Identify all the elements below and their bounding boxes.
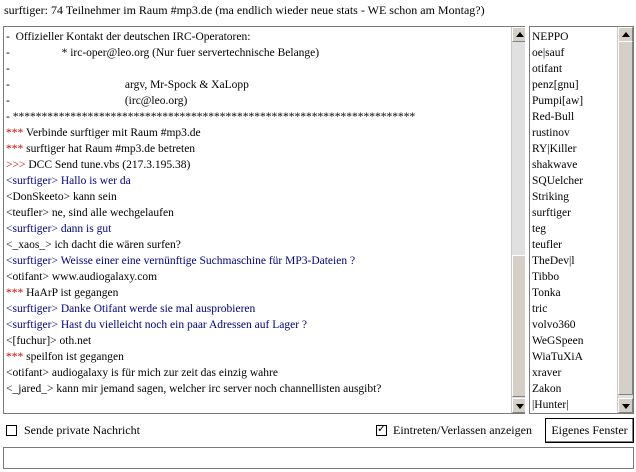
chat-line: [6, 109, 507, 125]
user-list-item[interactable]: Red-Bull: [532, 111, 575, 123]
chat-line: [6, 61, 507, 77]
user-list-item[interactable]: tric: [532, 303, 548, 315]
chat-line-text: Weisse einer eine vernünftige Suchmaschine für MP3-Dateien ?: [57, 255, 356, 267]
chat-lines: [6, 29, 507, 397]
arrow-down-icon: [622, 404, 630, 409]
user-list-item[interactable]: WeGSpeen: [532, 335, 584, 347]
checkmark-icon: ✓: [377, 422, 387, 435]
user-scroll-thumb[interactable]: [618, 41, 633, 395]
user-list-item[interactable]: Tibbo: [532, 271, 560, 283]
chat-scroll-down-button[interactable]: [512, 398, 525, 413]
chat-scroll-thumb[interactable]: [512, 255, 525, 397]
user-list-item[interactable]: penz[gnu]: [532, 79, 579, 91]
chat-line: [6, 237, 507, 253]
chat-line-text: DCC Send tune.vbs (217.3.195.38): [25, 159, 191, 171]
chat-line-text: Offizieller Kontakt der deutschen IRC-Operatoren:: [9, 31, 251, 43]
chat-line-text: dann is gut: [57, 223, 112, 235]
chat-line-prefix: <_xaos_>: [6, 239, 52, 251]
chat-line-text: ich dacht die wären surfen?: [51, 239, 181, 251]
chat-line-prefix: <otifant>: [6, 271, 49, 283]
user-list-item[interactable]: TheDev|l: [532, 255, 575, 267]
chat-line-text: Hast du vielleicht noch ein paar Adressen auf Lager ?: [57, 319, 308, 331]
chat-line: [6, 317, 507, 333]
chat-line: [6, 29, 507, 45]
chat-line-prefix: <surftiger>: [6, 223, 58, 235]
chat-line-prefix: -: [6, 31, 10, 43]
private-message-checkbox[interactable]: [6, 425, 17, 436]
chat-line-prefix: -: [6, 95, 10, 107]
chat-line-text: * irc-oper@leo.org (Nur fuer servertechnische Belange): [9, 47, 320, 59]
chat-line-text: kann sein: [70, 191, 117, 203]
user-list: [532, 29, 617, 413]
chat-line-prefix: <[fuchur]>: [6, 335, 57, 347]
chat-line-prefix: <surftiger>: [6, 175, 58, 187]
chat-line-text: HaArP ist gegangen: [23, 287, 119, 299]
chat-line-prefix: <surftiger>: [6, 255, 58, 267]
chat-line: [6, 173, 507, 189]
chat-line-prefix: >>>: [6, 159, 26, 171]
chat-line-prefix: ***: [6, 143, 24, 155]
private-message-label: Sende private Nachricht: [24, 423, 140, 437]
arrow-up-icon: [622, 32, 630, 37]
show-join-leave-checkbox[interactable]: [376, 422, 387, 436]
chat-line: [6, 301, 507, 317]
chat-line-prefix: <surftiger>: [6, 303, 58, 315]
chat-line-text: speilfon ist gegangen: [23, 351, 124, 363]
chat-line-text: oth.net: [56, 335, 92, 347]
chat-line-text: (irc@leo.org): [9, 95, 188, 107]
arrow-down-icon: [516, 404, 524, 409]
user-list-item[interactable]: volvo360: [532, 319, 576, 331]
message-input[interactable]: [3, 447, 634, 469]
chat-line: [6, 365, 507, 381]
chat-line: [6, 381, 507, 397]
chat-line-prefix: <teufler>: [6, 207, 49, 219]
chat-line-text: kann mir jemand sagen, welcher irc server noch channellisten ausgibt?: [53, 383, 382, 395]
user-list-item[interactable]: surftiger: [532, 207, 571, 219]
chat-line: [6, 125, 507, 141]
user-list-item[interactable]: Striking: [532, 191, 570, 203]
own-window-button[interactable]: Eigenes Fenster: [545, 418, 634, 443]
chat-line-text: Verbinde surftiger mit Raum #mp3.de: [23, 127, 201, 139]
chat-line-prefix: <DonSkeeto>: [6, 191, 71, 203]
user-scroll-down-button[interactable]: [618, 398, 633, 413]
user-list-item[interactable]: SQUelcher: [532, 175, 584, 187]
user-list-item[interactable]: otifant: [532, 63, 563, 75]
chat-line: [6, 253, 507, 269]
user-list-box[interactable]: [529, 26, 634, 414]
chat-line-text: argv, Mr-Spock & XaLopp: [9, 79, 249, 91]
user-list-item[interactable]: RY|Killer: [532, 143, 577, 155]
chat-line-prefix: -: [6, 79, 10, 91]
user-scroll-up-button[interactable]: [618, 27, 633, 42]
chat-line-prefix: -: [6, 47, 10, 59]
chat-line: [6, 93, 507, 109]
chat-line-prefix: ***: [6, 351, 24, 363]
chat-line-text: audiogalaxy is für mich zur zeit das einzig wahre: [49, 367, 278, 379]
user-list-item[interactable]: Zakon: [532, 383, 562, 395]
user-list-item[interactable]: rustinov: [532, 127, 570, 139]
chat-line-text: **********************************************************************: [9, 111, 416, 123]
user-list-scrollbar[interactable]: [617, 27, 633, 413]
chat-line: [6, 221, 507, 237]
chat-line-prefix: <_jared_>: [6, 383, 54, 395]
chat-line: [6, 333, 507, 349]
user-list-item[interactable]: shakwave: [532, 159, 578, 171]
user-list-item[interactable]: teufler: [532, 239, 563, 251]
show-join-leave-label: Eintreten/Verlassen anzeigen: [393, 423, 532, 437]
chat-line-prefix: <surftiger>: [6, 319, 58, 331]
window-title: surftiger: 74 Teilnehmer im Raum #mp3.de (ma endlich wieder neue stats - WE schon am Montag?): [4, 3, 485, 17]
chat-line: [6, 77, 507, 93]
chat-line-prefix: ***: [6, 287, 24, 299]
chat-line-prefix: -: [6, 111, 10, 123]
user-list-item[interactable]: xraver: [532, 367, 562, 379]
chat-line: [6, 141, 507, 157]
chat-scrollbar[interactable]: [511, 27, 525, 413]
user-list-item[interactable]: WiaTuXiA: [532, 351, 583, 363]
user-list-item[interactable]: oe|sauf: [532, 47, 565, 59]
chat-line: [6, 285, 507, 301]
chat-log[interactable]: [3, 26, 525, 414]
user-list-item[interactable]: teg: [532, 223, 547, 235]
chat-line: [6, 269, 507, 285]
chat-line-text: Danke Otifant werde sie mal ausprobieren: [57, 303, 256, 315]
chat-line-text: www.audiogalaxy.com: [49, 271, 158, 283]
chat-line: [6, 189, 507, 205]
chat-line-prefix: -: [6, 63, 10, 75]
chat-line: [6, 45, 507, 61]
chat-line-text: ne, sind alle wechgelaufen: [48, 207, 174, 219]
user-list-item[interactable]: |Hunter|: [532, 399, 569, 411]
user-list-item[interactable]: Tonka: [532, 287, 561, 299]
chat-line-text: Hallo is wer da: [57, 175, 131, 187]
user-list-item[interactable]: Pumpi[aw]: [532, 95, 584, 107]
arrow-up-icon: [516, 32, 524, 37]
chat-line-text: surftiger hat Raum #mp3.de betreten: [23, 143, 196, 155]
chat-line-prefix: ***: [6, 127, 24, 139]
chat-line-prefix: <otifant>: [6, 367, 49, 379]
chat-line: [6, 349, 507, 365]
user-list-item[interactable]: NEPPO: [532, 31, 569, 43]
chat-line: [6, 205, 507, 221]
chat-line: [6, 157, 507, 173]
chat-scroll-up-button[interactable]: [512, 27, 525, 42]
